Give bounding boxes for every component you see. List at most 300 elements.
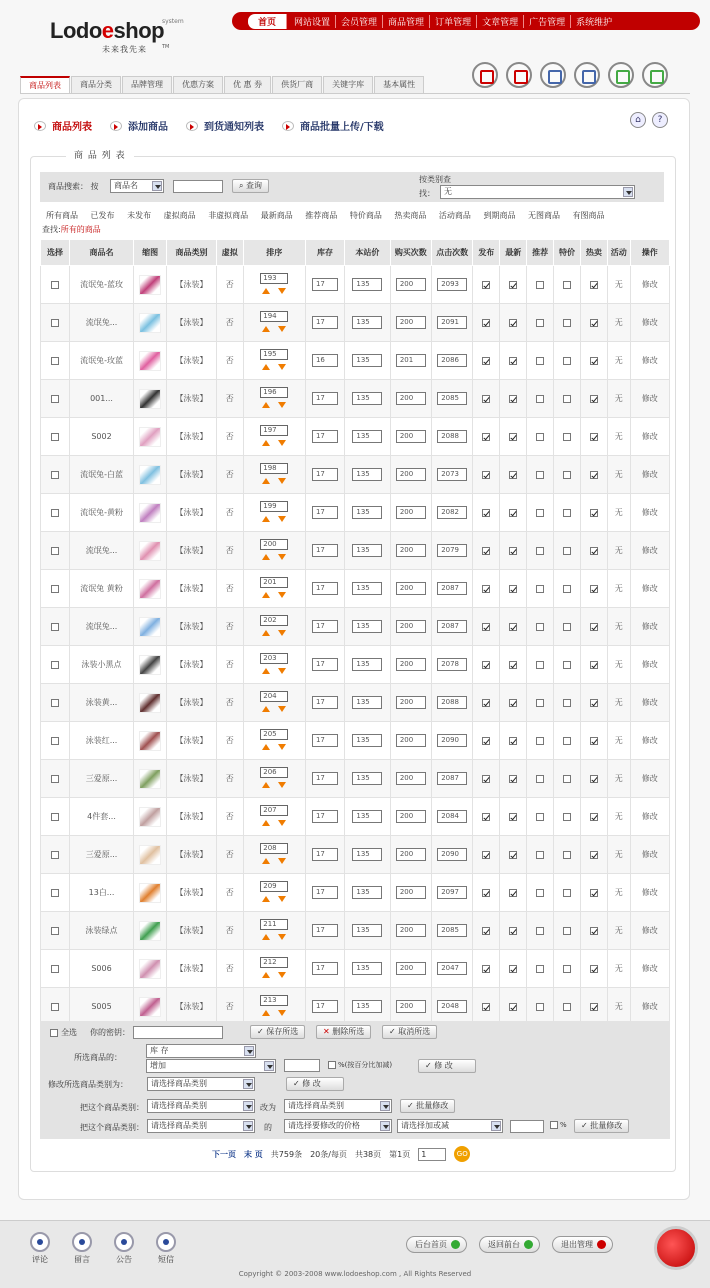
- footer-announcements[interactable]: 公告: [114, 1232, 134, 1265]
- recommend-checkbox[interactable]: [536, 813, 544, 821]
- buy-count-input[interactable]: 200: [396, 392, 426, 405]
- special-checkbox[interactable]: [563, 319, 571, 327]
- product-thumbnail[interactable]: [139, 655, 161, 675]
- row-select-checkbox[interactable]: [51, 433, 59, 441]
- search-button[interactable]: ⌕ 查询: [232, 179, 269, 193]
- hot-checkbox[interactable]: [590, 775, 598, 783]
- price-input[interactable]: 135: [352, 924, 382, 937]
- sort-input[interactable]: 213: [260, 995, 288, 1006]
- stock-input[interactable]: 17: [312, 848, 338, 861]
- row-select-checkbox[interactable]: [51, 699, 59, 707]
- stock-input[interactable]: 17: [312, 810, 338, 823]
- save-selected-button[interactable]: ✓ 保存所选: [250, 1025, 305, 1039]
- filter-published[interactable]: 已发布: [90, 211, 115, 220]
- arrow-down-icon[interactable]: [278, 402, 286, 408]
- arrow-up-icon[interactable]: [262, 516, 270, 522]
- stamp-icon[interactable]: [608, 62, 634, 88]
- cancel-selected-button[interactable]: ✓ 取消所选: [382, 1025, 437, 1039]
- buy-count-input[interactable]: 200: [396, 772, 426, 785]
- product-thumbnail[interactable]: [139, 617, 161, 637]
- click-count-input[interactable]: 2079: [437, 544, 467, 557]
- edit-link[interactable]: 修改: [630, 266, 669, 304]
- tab-suppliers[interactable]: 供货厂商: [272, 76, 322, 93]
- click-count-input[interactable]: 2087: [437, 620, 467, 633]
- recommend-checkbox[interactable]: [536, 699, 544, 707]
- new-checkbox[interactable]: [509, 775, 517, 783]
- special-checkbox[interactable]: [563, 547, 571, 555]
- product-thumbnail[interactable]: [139, 883, 161, 903]
- footer-comments[interactable]: 评论: [30, 1232, 50, 1265]
- nav-articles[interactable]: 文章管理: [477, 15, 524, 28]
- recommend-checkbox[interactable]: [536, 281, 544, 289]
- arrow-down-icon[interactable]: [278, 592, 286, 598]
- select-all-checkbox[interactable]: [50, 1029, 58, 1037]
- subnav-arrival-notices[interactable]: 到货通知列表: [186, 118, 264, 133]
- product-thumbnail[interactable]: [139, 579, 161, 599]
- move-from-select[interactable]: 请选择商品类别: [147, 1099, 255, 1113]
- sort-input[interactable]: 200: [260, 539, 288, 550]
- row-select-checkbox[interactable]: [51, 395, 59, 403]
- click-count-input[interactable]: 2085: [437, 392, 467, 405]
- price-input[interactable]: 135: [352, 848, 382, 861]
- product-thumbnail[interactable]: [139, 693, 161, 713]
- subnav-add-product[interactable]: 添加商品: [110, 118, 168, 133]
- stock-input[interactable]: 17: [312, 1000, 338, 1013]
- click-count-input[interactable]: 2090: [437, 734, 467, 747]
- row-select-checkbox[interactable]: [51, 509, 59, 517]
- price-input[interactable]: 135: [352, 582, 382, 595]
- category-select[interactable]: 无: [440, 185, 635, 199]
- row-select-checkbox[interactable]: [51, 661, 59, 669]
- arrow-down-icon[interactable]: [278, 706, 286, 712]
- price-input[interactable]: 135: [352, 620, 382, 633]
- price-input[interactable]: 135: [352, 430, 382, 443]
- product-thumbnail[interactable]: [139, 389, 161, 409]
- product-thumbnail[interactable]: [139, 275, 161, 295]
- new-checkbox[interactable]: [509, 851, 517, 859]
- product-thumbnail[interactable]: [139, 997, 161, 1017]
- publish-checkbox[interactable]: [482, 775, 490, 783]
- price-input[interactable]: 135: [352, 468, 382, 481]
- edit-link[interactable]: 修改: [630, 494, 669, 532]
- recommend-checkbox[interactable]: [536, 851, 544, 859]
- special-checkbox[interactable]: [563, 395, 571, 403]
- price-input[interactable]: 135: [352, 772, 382, 785]
- special-checkbox[interactable]: [563, 661, 571, 669]
- sort-input[interactable]: 202: [260, 615, 288, 626]
- recommend-checkbox[interactable]: [536, 623, 544, 631]
- nav-system[interactable]: 系统维护: [576, 17, 613, 28]
- arrow-down-icon[interactable]: [278, 440, 286, 446]
- delete-selected-button[interactable]: ✕ 删除所选: [316, 1025, 371, 1039]
- arrow-up-icon[interactable]: [262, 972, 270, 978]
- shirt-icon[interactable]: [506, 62, 532, 88]
- category-target-select[interactable]: 请选择商品类别: [147, 1077, 255, 1091]
- stock-input[interactable]: 17: [312, 734, 338, 747]
- arrow-down-icon[interactable]: [278, 1010, 286, 1016]
- stock-input[interactable]: 17: [312, 278, 338, 291]
- home-icon[interactable]: ⌂: [630, 112, 646, 128]
- new-checkbox[interactable]: [509, 889, 517, 897]
- stock-input[interactable]: 17: [312, 924, 338, 937]
- click-count-input[interactable]: 2086: [437, 354, 467, 367]
- recommend-checkbox[interactable]: [536, 509, 544, 517]
- sort-input[interactable]: 209: [260, 881, 288, 892]
- tab-product-list[interactable]: 商品列表: [20, 76, 70, 93]
- stock-input[interactable]: 17: [312, 772, 338, 785]
- special-checkbox[interactable]: [563, 509, 571, 517]
- publish-checkbox[interactable]: [482, 319, 490, 327]
- price-input[interactable]: 135: [352, 392, 382, 405]
- sort-input[interactable]: 196: [260, 387, 288, 398]
- new-checkbox[interactable]: [509, 319, 517, 327]
- hot-checkbox[interactable]: [590, 1003, 598, 1011]
- buy-count-input[interactable]: 200: [396, 544, 426, 557]
- new-checkbox[interactable]: [509, 281, 517, 289]
- stock-input[interactable]: 17: [312, 392, 338, 405]
- recommend-checkbox[interactable]: [536, 395, 544, 403]
- product-thumbnail[interactable]: [139, 845, 161, 865]
- product-thumbnail[interactable]: [139, 541, 161, 561]
- row-select-checkbox[interactable]: [51, 547, 59, 555]
- new-checkbox[interactable]: [509, 585, 517, 593]
- hot-checkbox[interactable]: [590, 281, 598, 289]
- row-select-checkbox[interactable]: [51, 965, 59, 973]
- publish-checkbox[interactable]: [482, 623, 490, 631]
- edit-link[interactable]: 修改: [630, 608, 669, 646]
- go-button[interactable]: GO: [454, 1146, 470, 1162]
- arrow-down-icon[interactable]: [278, 288, 286, 294]
- row-select-checkbox[interactable]: [51, 851, 59, 859]
- arrow-down-icon[interactable]: [278, 896, 286, 902]
- row-select-checkbox[interactable]: [51, 281, 59, 289]
- click-count-input[interactable]: 2087: [437, 582, 467, 595]
- document-icon[interactable]: [574, 62, 600, 88]
- arrow-up-icon[interactable]: [262, 364, 270, 370]
- price-amount-input[interactable]: [510, 1120, 544, 1133]
- publish-checkbox[interactable]: [482, 889, 490, 897]
- special-checkbox[interactable]: [563, 433, 571, 441]
- product-thumbnail[interactable]: [139, 465, 161, 485]
- product-thumbnail[interactable]: [139, 769, 161, 789]
- row-select-checkbox[interactable]: [51, 1003, 59, 1011]
- recommend-checkbox[interactable]: [536, 965, 544, 973]
- tab-attributes[interactable]: 基本属性: [374, 76, 424, 93]
- arrow-up-icon[interactable]: [262, 592, 270, 598]
- filter-hot[interactable]: 热卖商品: [394, 211, 427, 220]
- price-input[interactable]: 135: [352, 696, 382, 709]
- edit-link[interactable]: 修改: [630, 760, 669, 798]
- arrow-up-icon[interactable]: [262, 668, 270, 674]
- publish-checkbox[interactable]: [482, 281, 490, 289]
- tab-promotions[interactable]: 优惠方案: [173, 76, 223, 93]
- add-sub-select[interactable]: 请选择加或减: [397, 1119, 503, 1133]
- new-checkbox[interactable]: [509, 471, 517, 479]
- last-page-link[interactable]: 末 页: [244, 1149, 263, 1159]
- publish-checkbox[interactable]: [482, 737, 490, 745]
- logout-button[interactable]: 退出管理: [552, 1236, 613, 1253]
- edit-link[interactable]: 修改: [630, 380, 669, 418]
- operation-select[interactable]: 增加: [146, 1059, 276, 1073]
- product-thumbnail[interactable]: [139, 351, 161, 371]
- publish-checkbox[interactable]: [482, 661, 490, 669]
- arrow-down-icon[interactable]: [278, 668, 286, 674]
- new-checkbox[interactable]: [509, 737, 517, 745]
- click-count-input[interactable]: 2091: [437, 316, 467, 329]
- publish-checkbox[interactable]: [482, 851, 490, 859]
- arrow-up-icon[interactable]: [262, 744, 270, 750]
- product-thumbnail[interactable]: [139, 807, 161, 827]
- stock-input[interactable]: 17: [312, 544, 338, 557]
- filter-virtual[interactable]: 虚拟商品: [163, 211, 196, 220]
- filter-special[interactable]: 特价商品: [349, 211, 382, 220]
- new-checkbox[interactable]: [509, 661, 517, 669]
- price-input[interactable]: 135: [352, 354, 382, 367]
- publish-checkbox[interactable]: [482, 965, 490, 973]
- edit-link[interactable]: 修改: [630, 836, 669, 874]
- new-checkbox[interactable]: [509, 813, 517, 821]
- search-input[interactable]: [173, 180, 223, 193]
- buy-count-input[interactable]: 200: [396, 430, 426, 443]
- arrow-up-icon[interactable]: [262, 858, 270, 864]
- hot-checkbox[interactable]: [590, 965, 598, 973]
- new-checkbox[interactable]: [509, 699, 517, 707]
- edit-link[interactable]: 修改: [630, 988, 669, 1026]
- arrow-up-icon[interactable]: [262, 934, 270, 940]
- edit-icon[interactable]: [540, 62, 566, 88]
- publish-checkbox[interactable]: [482, 471, 490, 479]
- new-checkbox[interactable]: [509, 395, 517, 403]
- batch-move-button[interactable]: ✓ 批量修改: [400, 1099, 455, 1113]
- hot-checkbox[interactable]: [590, 433, 598, 441]
- price-percent-checkbox[interactable]: [550, 1121, 558, 1129]
- stock-input[interactable]: 17: [312, 658, 338, 671]
- buy-count-input[interactable]: 200: [396, 658, 426, 671]
- sort-input[interactable]: 194: [260, 311, 288, 322]
- price-input[interactable]: 135: [352, 316, 382, 329]
- arrow-down-icon[interactable]: [278, 858, 286, 864]
- buy-count-input[interactable]: 200: [396, 582, 426, 595]
- sort-input[interactable]: 212: [260, 957, 288, 968]
- edit-link[interactable]: 修改: [630, 798, 669, 836]
- arrow-up-icon[interactable]: [262, 288, 270, 294]
- hot-checkbox[interactable]: [590, 927, 598, 935]
- product-thumbnail[interactable]: [139, 427, 161, 447]
- click-count-input[interactable]: 2087: [437, 772, 467, 785]
- arrow-down-icon[interactable]: [278, 554, 286, 560]
- edit-link[interactable]: 修改: [630, 418, 669, 456]
- arrow-down-icon[interactable]: [278, 478, 286, 484]
- row-select-checkbox[interactable]: [51, 357, 59, 365]
- add-icon[interactable]: [472, 62, 498, 88]
- filter-unpublished[interactable]: 未发布: [127, 211, 152, 220]
- sort-input[interactable]: 211: [260, 919, 288, 930]
- arrow-up-icon[interactable]: [262, 896, 270, 902]
- hot-checkbox[interactable]: [590, 509, 598, 517]
- nav-products[interactable]: 商品管理: [383, 15, 430, 28]
- buy-count-input[interactable]: 200: [396, 316, 426, 329]
- nav-site-settings[interactable]: 网站设置: [289, 15, 336, 28]
- click-count-input[interactable]: 2088: [437, 430, 467, 443]
- recommend-checkbox[interactable]: [536, 1003, 544, 1011]
- stock-input[interactable]: 17: [312, 430, 338, 443]
- edit-link[interactable]: 修改: [630, 342, 669, 380]
- tab-brands[interactable]: 品牌管理: [122, 76, 172, 93]
- recommend-checkbox[interactable]: [536, 775, 544, 783]
- buy-count-input[interactable]: 200: [396, 810, 426, 823]
- new-checkbox[interactable]: [509, 547, 517, 555]
- filter-all[interactable]: 所有商品: [46, 211, 78, 220]
- arrow-up-icon[interactable]: [262, 440, 270, 446]
- hot-checkbox[interactable]: [590, 623, 598, 631]
- sort-input[interactable]: 193: [260, 273, 288, 284]
- filter-activity[interactable]: 活动商品: [438, 211, 471, 220]
- arrow-up-icon[interactable]: [262, 1010, 270, 1016]
- row-select-checkbox[interactable]: [51, 737, 59, 745]
- product-thumbnail[interactable]: [139, 731, 161, 751]
- arrow-down-icon[interactable]: [278, 516, 286, 522]
- chart-icon[interactable]: [642, 62, 668, 88]
- click-count-input[interactable]: 2090: [437, 848, 467, 861]
- recommend-checkbox[interactable]: [536, 737, 544, 745]
- return-front-button[interactable]: 返回前台: [479, 1236, 540, 1253]
- new-checkbox[interactable]: [509, 509, 517, 517]
- click-count-input[interactable]: 2085: [437, 924, 467, 937]
- recommend-checkbox[interactable]: [536, 471, 544, 479]
- arrow-down-icon[interactable]: [278, 782, 286, 788]
- filter-expired[interactable]: 到期商品: [483, 211, 516, 220]
- row-select-checkbox[interactable]: [51, 813, 59, 821]
- stock-input[interactable]: 17: [312, 506, 338, 519]
- edit-link[interactable]: 修改: [630, 874, 669, 912]
- recommend-checkbox[interactable]: [536, 927, 544, 935]
- special-checkbox[interactable]: [563, 623, 571, 631]
- special-checkbox[interactable]: [563, 699, 571, 707]
- nav-home[interactable]: 首页: [248, 14, 287, 29]
- special-checkbox[interactable]: [563, 775, 571, 783]
- publish-checkbox[interactable]: [482, 585, 490, 593]
- special-checkbox[interactable]: [563, 889, 571, 897]
- product-thumbnail[interactable]: [139, 921, 161, 941]
- edit-link[interactable]: 修改: [630, 570, 669, 608]
- arrow-down-icon[interactable]: [278, 972, 286, 978]
- filter-newest[interactable]: 最新商品: [260, 211, 293, 220]
- stock-input[interactable]: 17: [312, 620, 338, 633]
- product-thumbnail[interactable]: [139, 503, 161, 523]
- stock-input[interactable]: 16: [312, 354, 338, 367]
- click-count-input[interactable]: 2078: [437, 658, 467, 671]
- price-input[interactable]: 135: [352, 810, 382, 823]
- row-select-checkbox[interactable]: [51, 319, 59, 327]
- click-count-input[interactable]: 2088: [437, 696, 467, 709]
- footer-sms[interactable]: 短信: [156, 1232, 176, 1265]
- arrow-up-icon[interactable]: [262, 478, 270, 484]
- arrow-down-icon[interactable]: [278, 630, 286, 636]
- special-checkbox[interactable]: [563, 965, 571, 973]
- percent-checkbox[interactable]: [328, 1061, 336, 1069]
- arrow-up-icon[interactable]: [262, 326, 270, 332]
- new-checkbox[interactable]: [509, 357, 517, 365]
- help-icon[interactable]: ?: [652, 112, 668, 128]
- arrow-down-icon[interactable]: [278, 364, 286, 370]
- subnav-batch-upload[interactable]: 商品批量上传/下载: [282, 118, 384, 133]
- publish-checkbox[interactable]: [482, 433, 490, 441]
- publish-checkbox[interactable]: [482, 395, 490, 403]
- click-count-input[interactable]: 2084: [437, 810, 467, 823]
- special-checkbox[interactable]: [563, 813, 571, 821]
- search-field-select[interactable]: 商品名: [110, 179, 164, 193]
- hot-checkbox[interactable]: [590, 699, 598, 707]
- sort-input[interactable]: 203: [260, 653, 288, 664]
- footer-messages[interactable]: 留言: [72, 1232, 92, 1265]
- hot-checkbox[interactable]: [590, 889, 598, 897]
- price-input[interactable]: 135: [352, 278, 382, 291]
- row-select-checkbox[interactable]: [51, 889, 59, 897]
- hot-checkbox[interactable]: [590, 661, 598, 669]
- hot-checkbox[interactable]: [590, 813, 598, 821]
- amount-input[interactable]: [284, 1059, 320, 1072]
- sort-input[interactable]: 201: [260, 577, 288, 588]
- buy-count-input[interactable]: 200: [396, 620, 426, 633]
- price-input[interactable]: 135: [352, 506, 382, 519]
- publish-checkbox[interactable]: [482, 927, 490, 935]
- sort-input[interactable]: 199: [260, 501, 288, 512]
- price-input[interactable]: 135: [352, 544, 382, 557]
- stock-input[interactable]: 17: [312, 582, 338, 595]
- edit-link[interactable]: 修改: [630, 304, 669, 342]
- publish-checkbox[interactable]: [482, 509, 490, 517]
- password-input[interactable]: [133, 1026, 223, 1039]
- special-checkbox[interactable]: [563, 737, 571, 745]
- sort-input[interactable]: 205: [260, 729, 288, 740]
- arrow-down-icon[interactable]: [278, 744, 286, 750]
- click-count-input[interactable]: 2073: [437, 468, 467, 481]
- page-input[interactable]: 1: [418, 1148, 446, 1161]
- hot-checkbox[interactable]: [590, 319, 598, 327]
- price-input[interactable]: 135: [352, 1000, 382, 1013]
- sort-input[interactable]: 206: [260, 767, 288, 778]
- modify-stock-button[interactable]: ✓ 修 改: [418, 1059, 476, 1073]
- arrow-up-icon[interactable]: [262, 782, 270, 788]
- product-thumbnail[interactable]: [139, 313, 161, 333]
- edit-link[interactable]: 修改: [630, 646, 669, 684]
- edit-link[interactable]: 修改: [630, 912, 669, 950]
- product-thumbnail[interactable]: [139, 959, 161, 979]
- arrow-up-icon[interactable]: [262, 820, 270, 826]
- hot-checkbox[interactable]: [590, 737, 598, 745]
- hot-checkbox[interactable]: [590, 395, 598, 403]
- price-input[interactable]: 135: [352, 886, 382, 899]
- new-checkbox[interactable]: [509, 1003, 517, 1011]
- sort-input[interactable]: 197: [260, 425, 288, 436]
- sort-input[interactable]: 195: [260, 349, 288, 360]
- arrow-down-icon[interactable]: [278, 326, 286, 332]
- buy-count-input[interactable]: 200: [396, 734, 426, 747]
- price-input[interactable]: 135: [352, 962, 382, 975]
- hot-checkbox[interactable]: [590, 851, 598, 859]
- sort-input[interactable]: 198: [260, 463, 288, 474]
- hot-checkbox[interactable]: [590, 585, 598, 593]
- recommend-checkbox[interactable]: [536, 357, 544, 365]
- special-checkbox[interactable]: [563, 471, 571, 479]
- next-page-link[interactable]: 下一页: [212, 1149, 236, 1159]
- publish-checkbox[interactable]: [482, 699, 490, 707]
- stock-input[interactable]: 17: [312, 316, 338, 329]
- filter-no-image[interactable]: 无图商品: [528, 211, 561, 220]
- edit-link[interactable]: 修改: [630, 950, 669, 988]
- modify-category-button[interactable]: ✓ 修 改: [286, 1077, 344, 1091]
- new-checkbox[interactable]: [509, 927, 517, 935]
